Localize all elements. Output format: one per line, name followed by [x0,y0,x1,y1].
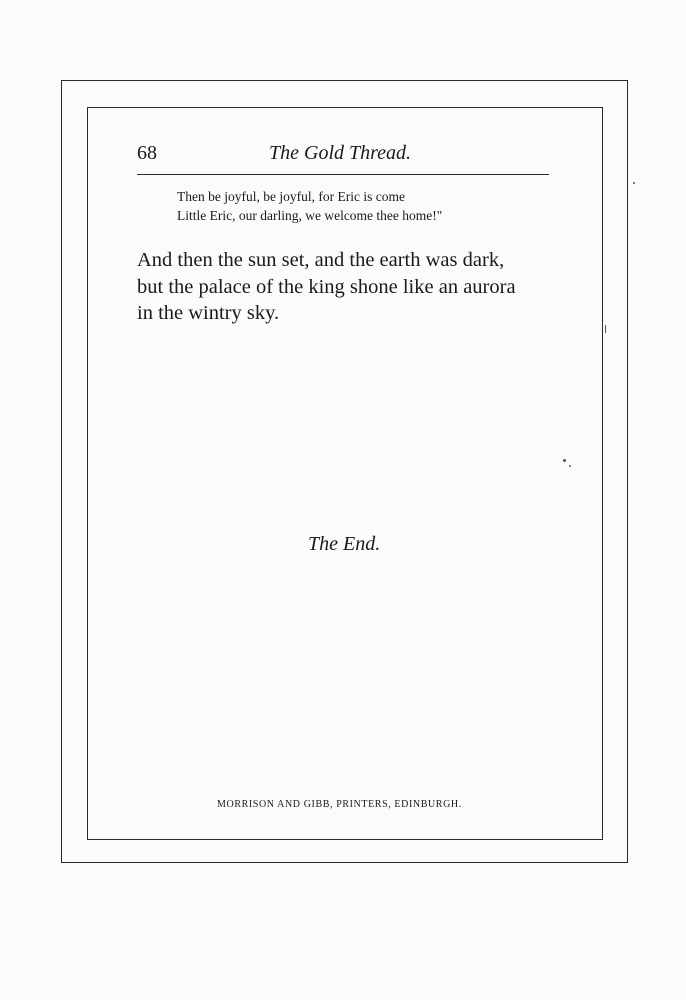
verse-line: Then be joyful, be joyful, for Eric is come [177,189,405,204]
paper-speck [569,465,571,467]
prose-line: in the wintry sky. [137,302,280,324]
paper-speck [605,325,606,333]
header-rule [137,174,549,175]
verse-line: Little Eric, our darling, we welcome thee home!" [177,208,443,223]
the-end-heading: The End. [308,533,381,555]
page-number: 68 [137,142,157,164]
running-title: The Gold Thread. [269,142,412,164]
running-head [137,140,549,168]
prose-line: but the palace of the king shone like an aurora [137,275,516,298]
verse-block [177,187,442,225]
paper-speck [563,459,566,462]
prose-line: And then the sun set, and the earth was dark, [137,249,505,271]
paper-speck [633,182,635,184]
prose-paragraph [137,247,557,327]
printer-imprint: MORRISON AND GIBB, PRINTERS, EDINBURGH. [217,799,462,810]
